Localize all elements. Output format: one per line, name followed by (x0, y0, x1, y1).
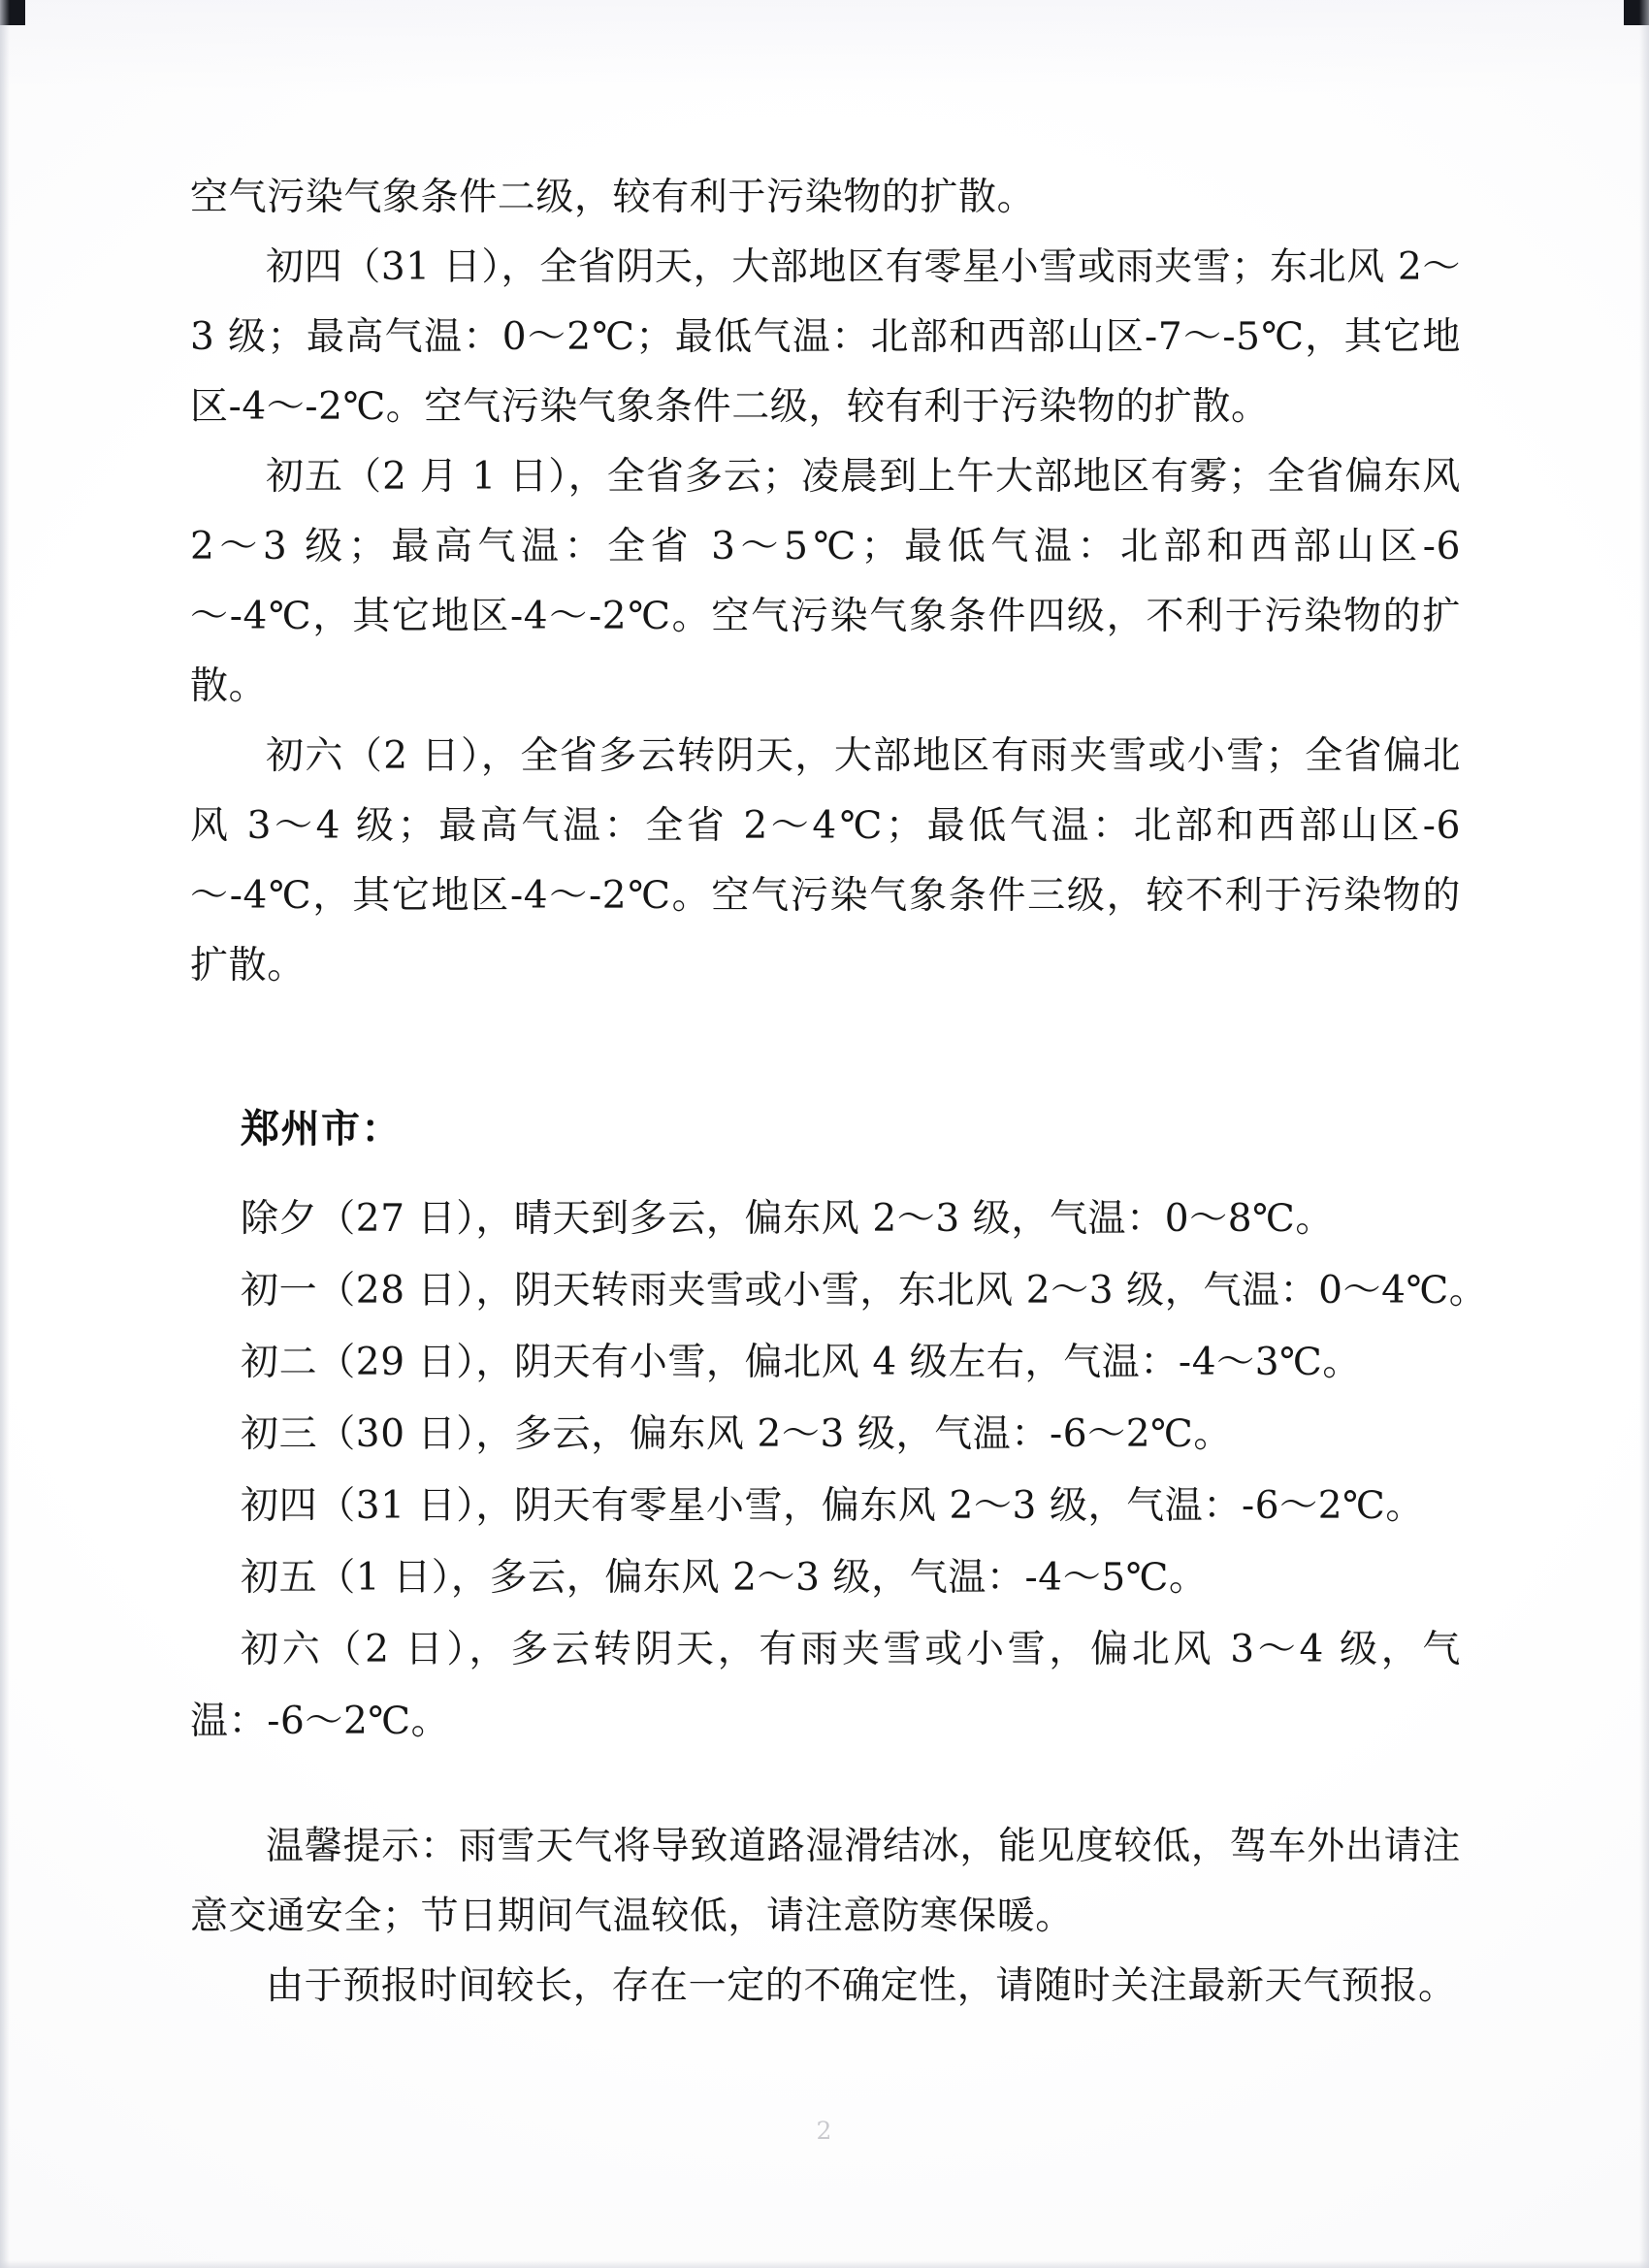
city-day-line-chuer: 初二（29 日），阴天有小雪，偏北风 4 级左右，气温：-4～3℃。 (241, 1341, 1361, 1384)
paragraph-warm-tip: 温馨提示：雨雪天气将导致道路湿滑结冰，能见度较低，驾车外出请注意交通安全；节日期间气温较低，请注意防寒保暖。 (190, 1825, 1461, 1938)
city-day-line-chusi: 初四（31 日），阴天有零星小雪，偏东风 2～3 级，气温：-6～2℃。 (241, 1484, 1424, 1528)
document-text-body (190, 163, 1488, 2022)
paragraph-continued-air-pollution: 空气污染气象条件二级，较有利于污染物的扩散。 (190, 176, 1036, 219)
city-day-line-chuliu: 初六（2 日），多云转阴天，有雨夹雪或小雪，偏北风 3～4 级，气温：-6～2℃。 (190, 1628, 1461, 1743)
city-day-line-chuxi: 除夕（27 日），晴天到多云，偏东风 2～3 级，气温：0～8℃。 (241, 1197, 1334, 1241)
paragraph-province-day-chuwu: 初五（2 月 1 日），全省多云；凌晨到上午大部地区有雾；全省偏东风 2～3 级；最高气温：全省 3～5℃；最低气温：北部和西部山区-6～-4℃，其它地区-4～-2℃。空气污染气象条件四级，不利于污染物的扩散。 (190, 455, 1461, 708)
scan-corner-artifact-right (1624, 0, 1649, 25)
section-heading-zhengzhou: 郑州市： (241, 1107, 402, 1151)
heading-gap (190, 1164, 1461, 1183)
city-day-line-chusan: 初三（30 日），多云，偏东风 2～3 级，气温：-6～2℃。 (241, 1412, 1232, 1456)
scan-edge-shadow-left (0, 0, 10, 2268)
scan-corner-artifact-left (0, 0, 25, 25)
scan-edge-shadow-right (1639, 0, 1649, 2268)
notes-gap (190, 1758, 1461, 1812)
paragraph-province-day-chuliu: 初六（2 日），全省多云转阴天，大部地区有雨夹雪或小雪；全省偏北风 3～4 级；最高气温：全省 2～4℃；最低气温：北部和西部山区-6～-4℃，其它地区-4～-2℃。空气污染气象条件三级，较不利于污染物的扩散。 (190, 734, 1461, 988)
city-day-line-chuwu: 初五（1 日），多云，偏东风 2～3 级，气温：-4～5℃。 (241, 1556, 1208, 1600)
page-number: 2 (816, 2117, 833, 2145)
paragraph-province-day-chusi: 初四（31 日），全省阴天，大部地区有零星小雪或雨夹雪；东北风 2～3 级；最高气温：0～2℃；最低气温：北部和西部山区-7～-5℃，其它地区-4～-2℃。空气污染气象条件二级，较有利于污染物的扩散。 (190, 245, 1461, 429)
paragraph-forecast-uncertainty: 由于预报时间较长，存在一定的不确定性，请随时关注最新天气预报。 (266, 1964, 1457, 2008)
section-gap (190, 1001, 1461, 1094)
scan-edge-shadow-bottom (0, 2260, 1649, 2268)
city-day-line-chuyi: 初一（28 日），阴天转雨夹雪或小雪，东北风 2～3 级，气温：0～4℃。 (241, 1269, 1488, 1312)
